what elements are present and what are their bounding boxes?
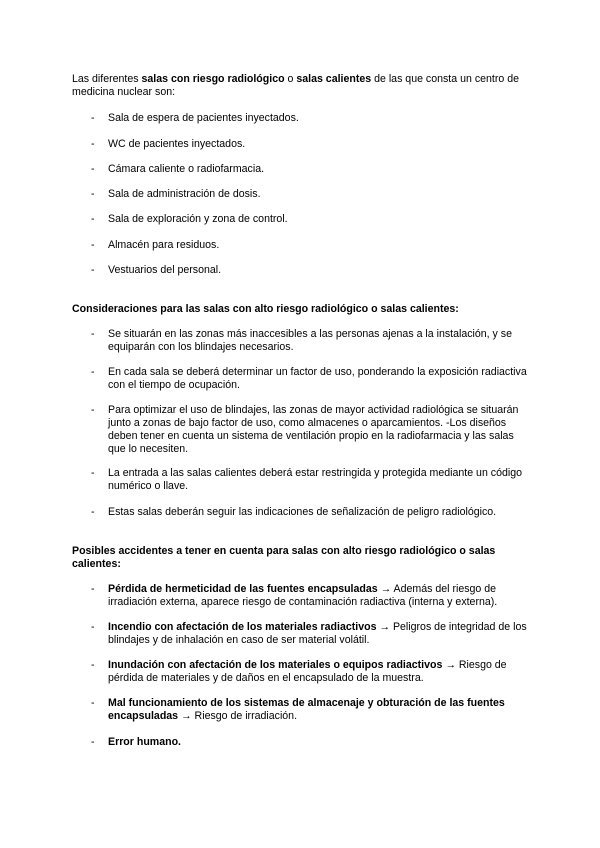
list-dash: -	[91, 264, 95, 276]
list-item-text	[108, 583, 533, 609]
list-dash: -	[91, 404, 95, 416]
list-dash: -	[91, 213, 95, 225]
list-item-text: WC de pacientes inyectados.	[108, 138, 246, 150]
accident-description: → Riesgo de pérdida de materiales y de daños en el encapsulado de la muestra.	[108, 659, 507, 684]
accidents-heading	[72, 545, 542, 571]
accident-title: Mal funcionamiento de los sistemas de almacenaje y obturación de las fuentes encapsuladas	[108, 697, 505, 722]
list-dash: -	[91, 163, 95, 175]
list-item-text: Cámara caliente o radiofarmacia.	[108, 163, 265, 175]
list-item-text: Sala de administración de dosis.	[108, 188, 261, 200]
intro-bold-term: salas con riesgo radiológico	[141, 73, 285, 85]
list-dash: -	[91, 659, 95, 671]
list-item-text: Para optimizar el uso de blindajes, las zonas de mayor actividad radiológica se situarán junto a zonas de bajo factor de uso, como almacenes o aparcamientos. -Los diseños deben tener en cuenta un sistema de ventilación propio en la radiofarmacia y las salas que lo necesiten.	[108, 404, 519, 455]
list-item-text: Almacén para residuos.	[108, 239, 220, 251]
list-item-text	[108, 736, 533, 749]
list-dash: -	[91, 138, 95, 150]
list-dash: -	[91, 621, 95, 633]
list-item-text	[108, 659, 533, 685]
section-heading: Posibles accidentes a tener en cuenta para salas con alto riesgo radiológico o salas calientes:	[72, 545, 496, 570]
accident-title: Inundación con afectación de los materiales o equipos radiactivos	[108, 659, 443, 671]
list-item-text: Se situarán en las zonas más inaccesibles a las personas ajenas a la instalación, y se equiparán con los blindajes necesarios.	[108, 328, 512, 353]
intro-bold-term: salas calientes	[296, 73, 372, 85]
list-item-text: Sala de exploración y zona de control.	[108, 213, 288, 225]
intro-paragraph	[72, 73, 542, 99]
list-dash: -	[91, 328, 95, 340]
list-item-text: Vestuarios del personal.	[108, 264, 222, 276]
list-item-text: En cada sala se deberá determinar un factor de uso, ponderando la exposición radiactiva con el tiempo de ocupación.	[108, 366, 527, 391]
list-dash: -	[91, 583, 95, 595]
accident-description: → Peligros de integridad de los blindajes y de inhalación en caso de ser material volátil.	[108, 621, 527, 646]
list-dash: -	[91, 239, 95, 251]
intro-text: o	[284, 73, 297, 85]
list-dash: -	[91, 697, 95, 709]
list-dash: -	[91, 188, 95, 200]
accident-title: Pérdida de hermeticidad de las fuentes encapsuladas	[108, 583, 378, 595]
considerations-heading	[72, 303, 542, 316]
list-item-text	[108, 621, 533, 647]
list-item-text: La entrada a las salas calientes deberá estar restringida y protegida mediante un código numérico o llave.	[108, 467, 523, 492]
accident-description: → Además del riesgo de irradiación externa, aparece riesgo de contaminación radiactiva (interna y externa).	[108, 583, 498, 608]
section-heading: Consideraciones para las salas con alto riesgo radiológico o salas calientes:	[72, 303, 459, 315]
list-dash: -	[91, 506, 95, 518]
accident-description: → Riesgo de irradiación.	[178, 710, 298, 722]
accident-title: Incendio con afectación de los materiales radiactivos	[108, 621, 377, 633]
list-dash: -	[91, 112, 95, 124]
list-dash: -	[91, 736, 95, 748]
intro-text: de las que consta un centro de medicina nuclear son:	[72, 73, 519, 98]
list-item-text	[108, 697, 533, 723]
intro-text: Las diferentes	[72, 73, 142, 85]
list-dash: -	[91, 467, 95, 479]
accident-title: Error humano.	[108, 736, 181, 748]
list-item-text: Estas salas deberán seguir las indicaciones de señalización de peligro radiológico.	[108, 506, 497, 518]
list-item-text: Sala de espera de pacientes inyectados.	[108, 112, 299, 124]
list-dash: -	[91, 366, 95, 378]
